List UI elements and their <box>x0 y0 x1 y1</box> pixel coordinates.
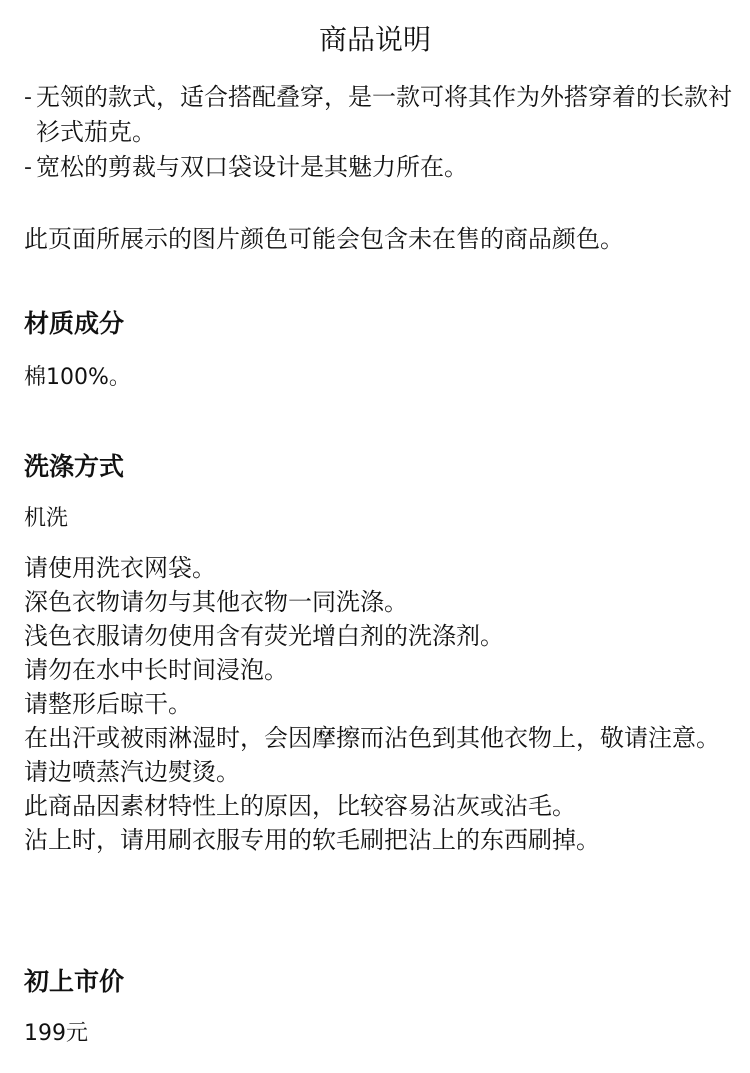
care-instruction: 在出汗或被雨淋湿时，会因摩擦而沾色到其他衣物上，敬请注意。 <box>24 724 720 752</box>
description-bullets <box>24 80 736 185</box>
description-bullet <box>24 80 736 150</box>
color-note: 此页面所展示的图片颜色可能会包含未在售的商品颜色。 <box>24 225 624 253</box>
washing-method: 机洗 <box>24 506 69 531</box>
price-heading: 初上市价 <box>24 967 125 996</box>
bullet-text: 无领的款式，适合搭配叠穿，是一款可将其作为外搭穿着的长款衬衫式茄克。 <box>36 83 732 146</box>
washing-heading: 洗涤方式 <box>24 452 125 481</box>
description-bullet <box>24 150 736 185</box>
care-instruction: 浅色衣服请勿使用含有荧光增白剂的洗涤剂。 <box>24 622 504 650</box>
care-instruction: 沾上时，请用刷衣服专用的软毛刷把沾上的东西刷掉。 <box>24 826 600 854</box>
care-instruction: 深色衣物请勿与其他衣物一同洗涤。 <box>24 588 408 616</box>
care-instruction: 请边喷蒸汽边熨烫。 <box>24 758 240 786</box>
bullet-text: 宽松的剪裁与双口袋设计是其魅力所在。 <box>36 153 468 181</box>
care-instruction: 请使用洗衣网袋。 <box>24 554 216 582</box>
material-heading: 材质成分 <box>24 309 125 338</box>
bullet-marker: - <box>24 85 32 110</box>
care-instruction: 请勿在水中长时间浸泡。 <box>24 656 288 684</box>
price-value: 199元 <box>24 1021 88 1046</box>
bullet-marker: - <box>24 155 32 180</box>
care-instruction: 请整形后晾干。 <box>24 690 192 718</box>
page-title: 商品说明 <box>318 23 431 56</box>
care-instructions <box>24 551 736 857</box>
care-instruction: 此商品因素材特性上的原因，比较容易沾灰或沾毛。 <box>24 792 576 820</box>
material-value: 棉100%。 <box>24 365 131 390</box>
